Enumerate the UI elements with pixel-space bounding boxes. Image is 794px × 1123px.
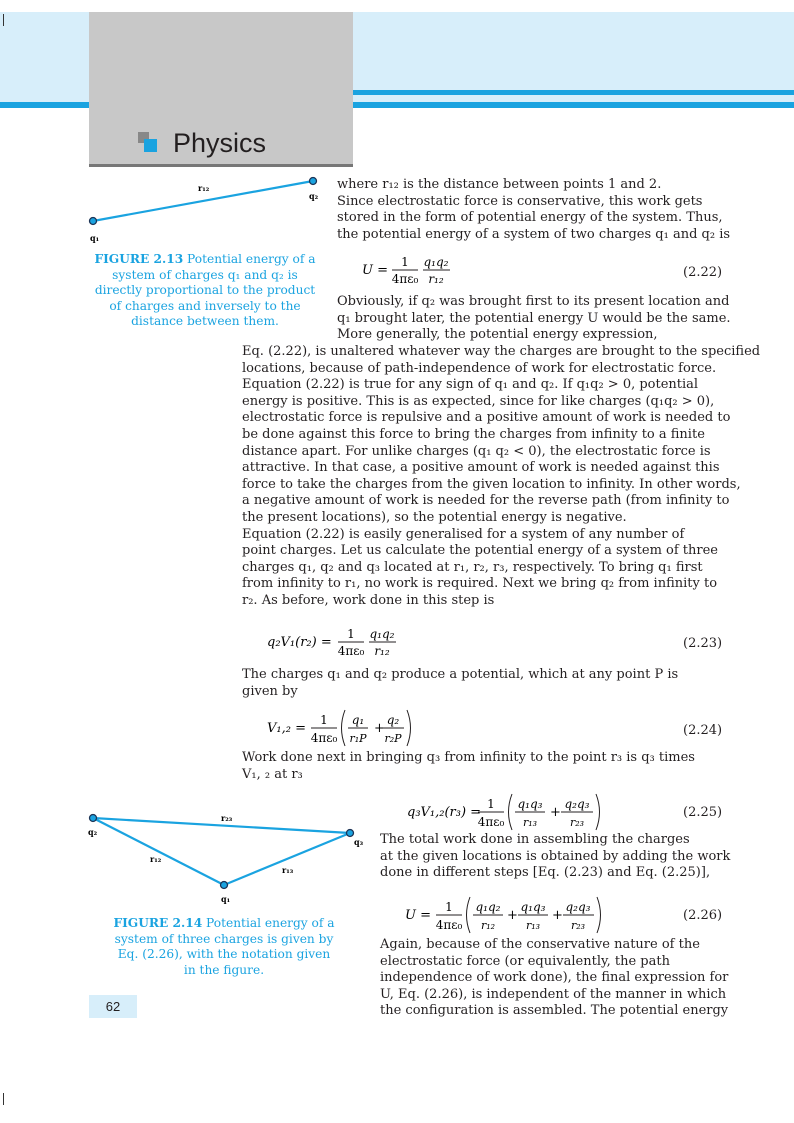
equation-number-2-26: (2.26) — [683, 908, 723, 923]
svg-text:q₂q₃: q₂q₃ — [564, 797, 590, 811]
figure-2-13 — [80, 170, 340, 250]
label-q1: q₁ — [90, 233, 100, 243]
paragraph-1: where r₁₂ is the distance between points 1 and 2. Since electrostatic force is conservative, this work gets stored in the form of potential energy of the system. Thus, the potential energy of a system of two charges q₁ and q₂ is — [337, 177, 731, 242]
svg-text:q₁q₃: q₁q₃ — [517, 797, 543, 811]
equation-number-2-22: (2.22) — [683, 265, 723, 280]
svg-text:1: 1 — [320, 713, 328, 727]
svg-text:q₁q₂: q₁q₂ — [475, 900, 501, 914]
paragraph-5: Work done next in bringing q₃ from infinity to the point r₃ is q₃ times V₁, ₂ at r₃ — [242, 750, 695, 782]
svg-text:+: + — [552, 908, 563, 923]
figure-2-14 — [80, 805, 370, 905]
svg-text:1: 1 — [347, 627, 355, 641]
svg-text:r₂₃: r₂₃ — [569, 816, 585, 829]
charge-q2-dot — [90, 815, 97, 822]
paragraph-2: Obviously, if q₂ was brought first to its present location and q₁ brought later, the potential energy U would be the same. More generally, the potential energy expression, — [337, 294, 731, 343]
svg-text:r₁₃: r₁₃ — [525, 919, 541, 932]
paragraph-6: The total work done in assembling the charges at the given locations is obtained by adding the work done in different steps [Eq. (2.23) and Eq. (2.25)], — [380, 832, 731, 881]
label-q2: q₂ — [309, 191, 319, 201]
header-rule-upper — [352, 90, 794, 95]
header-square-icon-blue — [144, 139, 157, 152]
svg-text:r₁₂: r₁₂ — [428, 272, 444, 286]
svg-text:4πε₀: 4πε₀ — [435, 918, 463, 932]
svg-text:q₁q₃: q₁q₃ — [520, 900, 546, 914]
label-q1: q₁ — [221, 894, 231, 904]
charge-q2-dot — [310, 178, 317, 185]
svg-text:r₁₃: r₁₃ — [522, 816, 538, 829]
svg-text:+: + — [507, 908, 518, 923]
equation-2-26 — [403, 893, 613, 939]
svg-text:+: + — [550, 805, 561, 820]
svg-text:r₂₃: r₂₃ — [570, 919, 586, 932]
charge-q1-dot — [221, 882, 228, 889]
svg-text:U =: U = — [362, 263, 388, 278]
svg-text:1: 1 — [487, 797, 495, 811]
charge-q3-dot — [347, 830, 354, 837]
svg-text:q₁q₂: q₁q₂ — [423, 255, 449, 269]
paragraph-3: Eq. (2.22), is unaltered whatever way the charges are brought to the specified locations, because of path-independence of work for electrostatic force. Equation (2.22) is true for any sign of q₁ and q₂. If q₁q₂ > 0, potential energy is positive. This is as expected, since for like charges (q₁q₂ > 0), electrostatic force is repulsive and a positive amount of work is needed to be done against this force to bring the charges from infinity to a finite distance apart. For unlike charges (q₁ q₂ < 0), the electrostatic force is attractive. In that case, a positive amount of work is needed against this force to take the charges from the given location to infinity. In other words, a negative amount of work is needed for the reverse path (from infinity to the present locations), so the potential energy is negative. Equation (2.22) is easily generalised for a system of any number of point charges. Let us calculate the potential energy of a system of three charges q₁, q₂ and q₃ located at r₁, r₂, r₃, respectively. To bring q₁ first from infinity to r₁, no work is required. Next we bring q₂ from infinity to r₂. As before, work done in this step is — [242, 344, 761, 608]
label-r12: r₁₂ — [150, 854, 162, 864]
svg-text:U =: U = — [405, 908, 431, 923]
header-box-underline — [89, 164, 353, 167]
svg-text:q₁q₂: q₁q₂ — [369, 627, 395, 641]
paragraph-4: The charges q₁ and q₂ produce a potential, which at any point P is given by — [242, 667, 679, 699]
page-title: Physics — [173, 128, 267, 158]
svg-text:r₁P: r₁P — [349, 732, 367, 745]
svg-text:1: 1 — [401, 255, 409, 269]
equation-2-22 — [360, 252, 460, 290]
crop-mark-top — [3, 14, 4, 26]
svg-text:+: + — [374, 721, 385, 736]
svg-text:q₂V₁(r₂) =: q₂V₁(r₂) = — [267, 635, 332, 650]
svg-text:4πε₀: 4πε₀ — [477, 815, 505, 829]
equation-number-2-25: (2.25) — [683, 805, 723, 820]
equation-number-2-23: (2.23) — [683, 636, 723, 651]
svg-text:1: 1 — [445, 900, 453, 914]
label-q2: q₂ — [88, 827, 98, 837]
svg-text:4πε₀: 4πε₀ — [337, 644, 365, 658]
label-r12: r₁₂ — [198, 183, 210, 193]
equation-2-23 — [265, 624, 405, 662]
paragraph-7: Again, because of the conservative nature of the electrostatic force (or equivalently, the path independence of work done), the final expression for U, Eq. (2.26), is independent of the manner in which the configuration is assembled. The potential energy — [380, 937, 729, 1019]
charge-q1-dot — [90, 218, 97, 225]
svg-text:q₂q₃: q₂q₃ — [565, 900, 591, 914]
equation-2-24 — [265, 706, 425, 752]
label-r23: r₂₃ — [221, 813, 233, 823]
svg-text:q₃V₁,₂(r₃) =: q₃V₁,₂(r₃) = — [407, 805, 482, 820]
svg-text:r₂P: r₂P — [384, 732, 402, 745]
svg-text:q₁: q₁ — [351, 713, 365, 727]
figure-2-14-caption: FIGURE 2.14 Potential energy of a system of three charges is given by Eq. (2.26), with the notation given in the figure. — [113, 916, 335, 977]
equation-2-25 — [405, 790, 605, 836]
svg-text:r₁₂: r₁₂ — [374, 644, 390, 658]
label-q3: q₃ — [354, 837, 364, 847]
figure-2-13-caption: FIGURE 2.13 Potential energy of a system of charges q₁ and q₂ is directly proportional to the product of charges and inversely to the distance between them. — [94, 252, 316, 328]
svg-text:r₁₂: r₁₂ — [480, 919, 496, 932]
page-number: 62 — [89, 995, 137, 1018]
crop-mark-bottom — [3, 1093, 4, 1105]
svg-text:V₁,₂ =: V₁,₂ = — [267, 721, 306, 736]
caption-label: FIGURE 2.14 — [113, 916, 203, 930]
svg-text:q₂: q₂ — [386, 713, 400, 727]
label-r13: r₁₃ — [282, 865, 294, 875]
caption-label: FIGURE 2.13 — [94, 252, 184, 266]
svg-text:4πε₀: 4πε₀ — [391, 272, 419, 286]
equation-number-2-24: (2.24) — [683, 723, 723, 738]
svg-text:4πε₀: 4πε₀ — [310, 731, 338, 745]
